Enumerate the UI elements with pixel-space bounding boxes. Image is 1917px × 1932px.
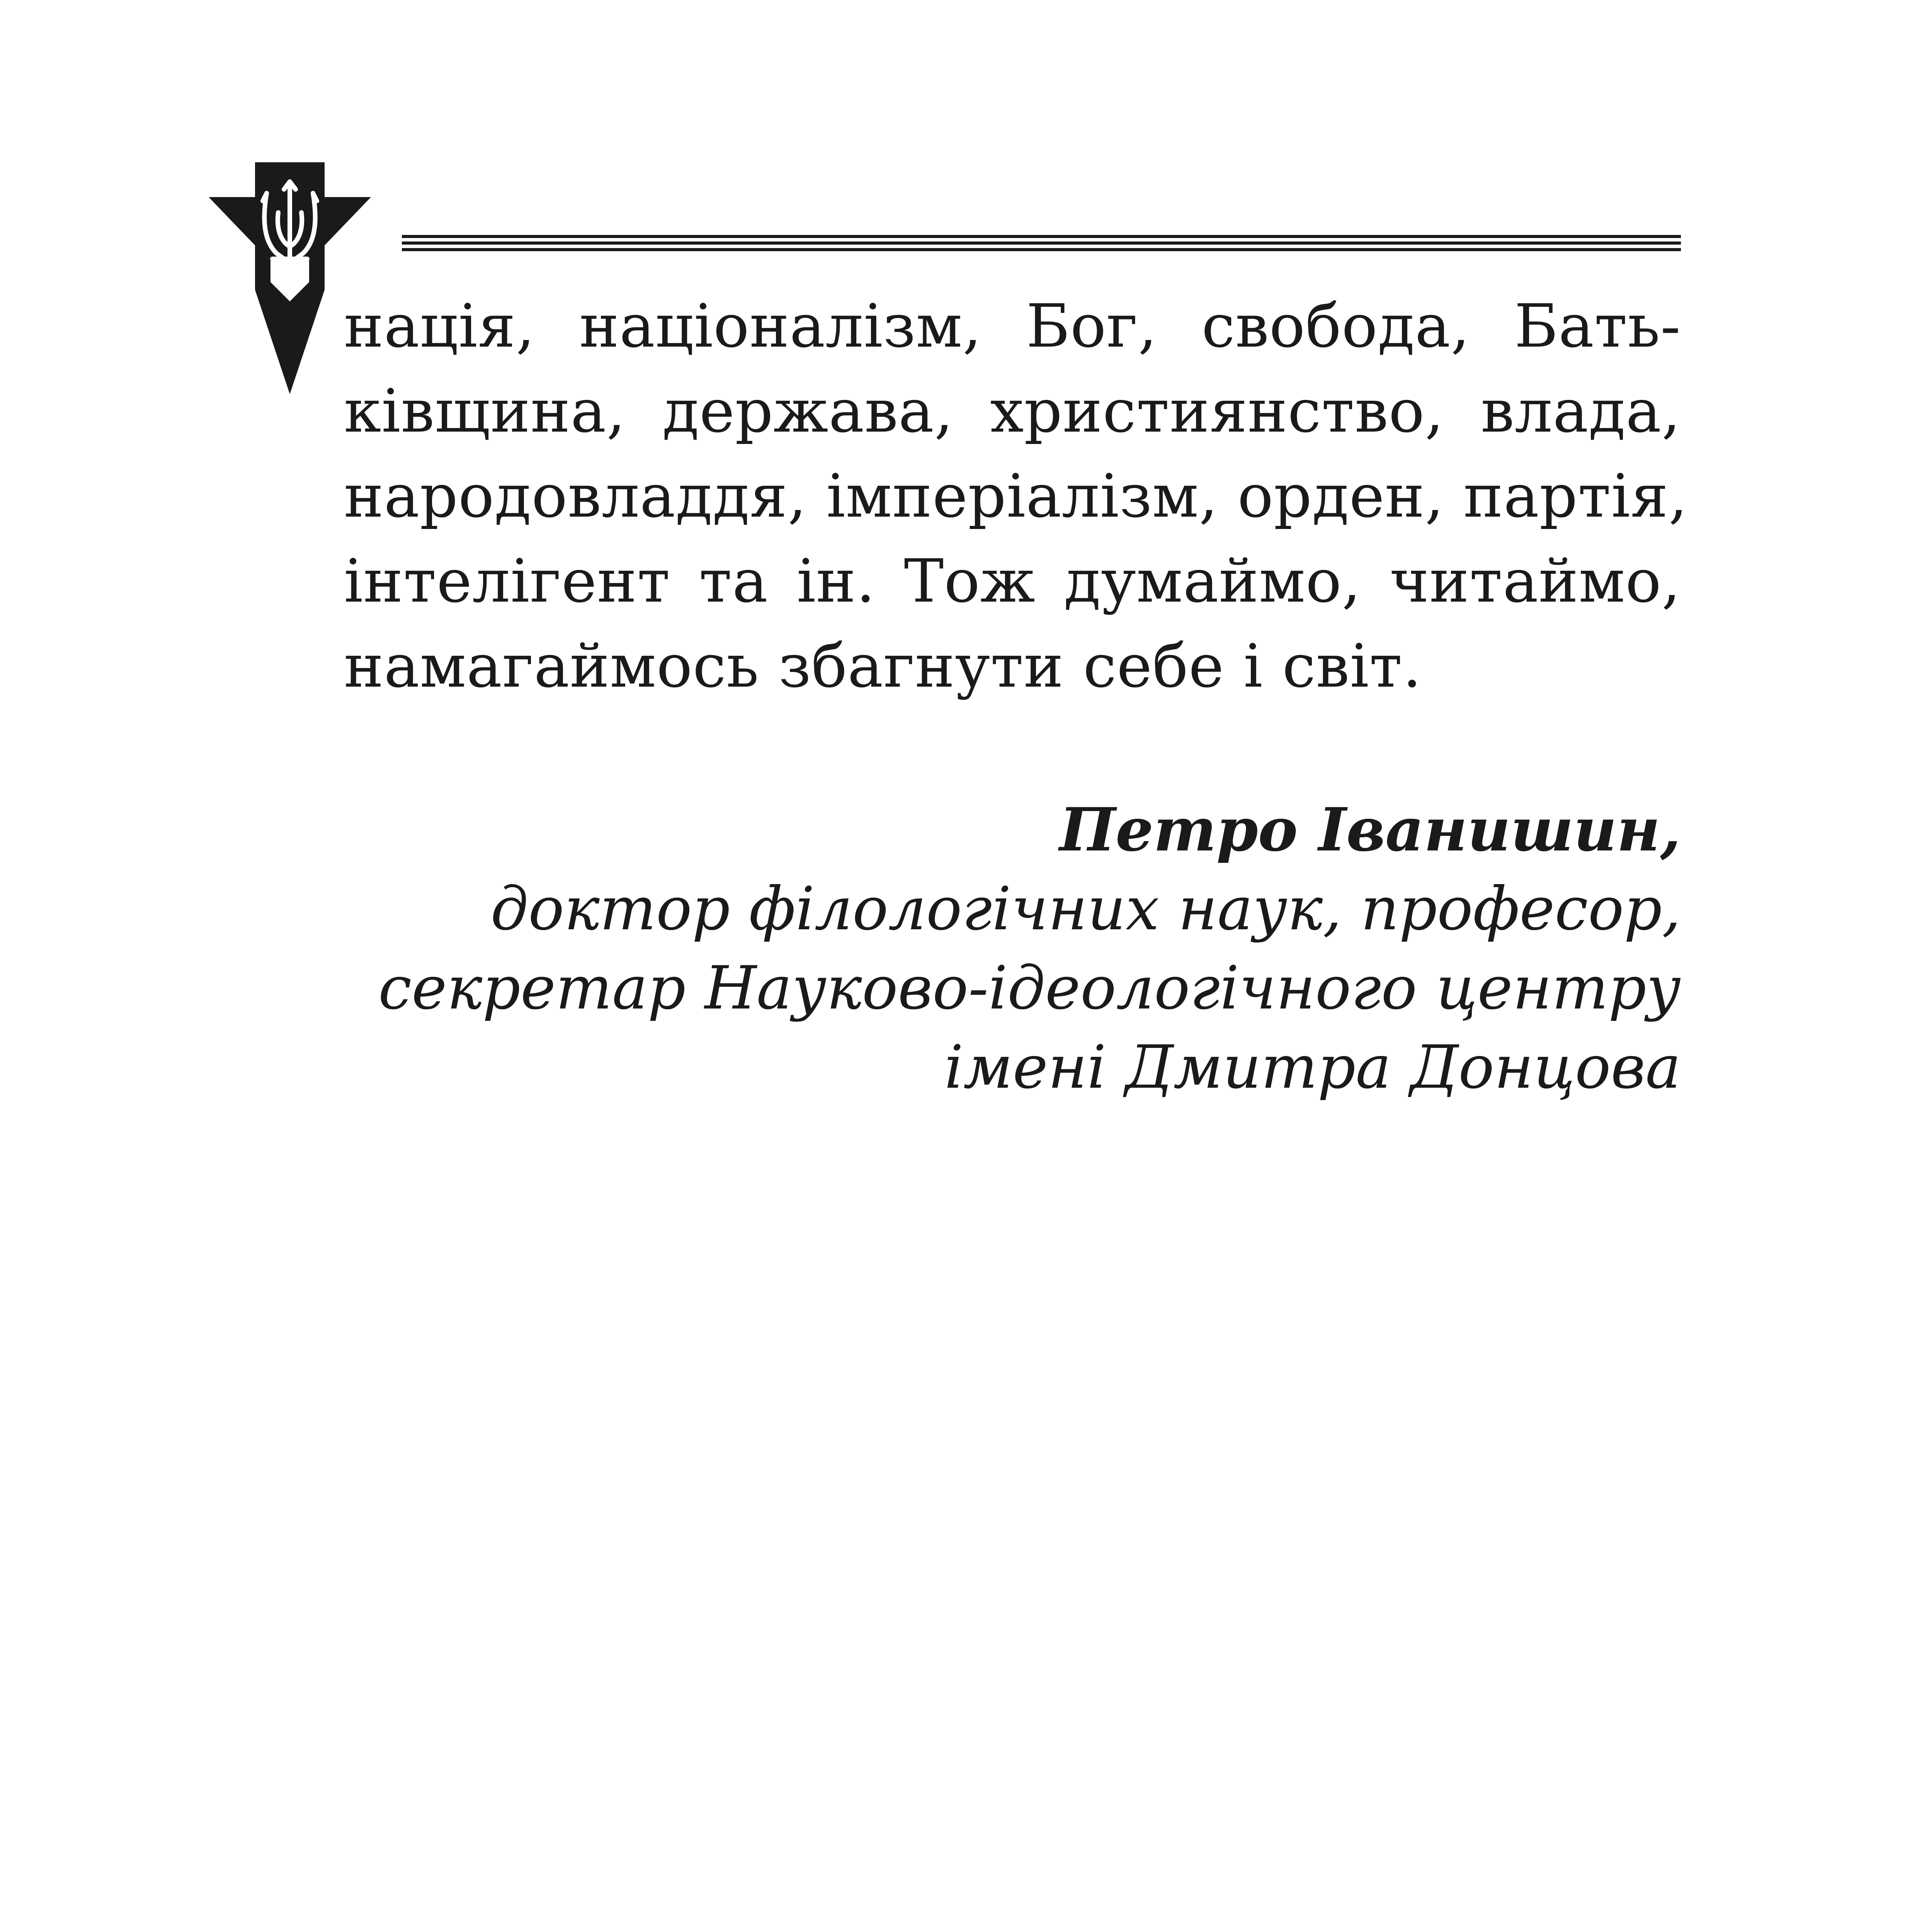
body-line: народовладдя, імперіалізм, орден, партія, — [344, 462, 1688, 531]
body-line: намагаймось збагнути себе і світ. — [344, 632, 1422, 701]
author-title: доктор філологічних наук, професор, — [490, 874, 1681, 944]
body-line: ківщина, держава, християнство, влада, — [344, 377, 1681, 446]
header-rule — [402, 235, 1681, 251]
author-name: Петро Іванишин, — [1059, 795, 1681, 865]
body-paragraph — [344, 284, 1688, 709]
author-title: секретар Науково-ідеологічного центру — [378, 954, 1681, 1023]
signature-block — [290, 790, 1681, 1107]
body-line: нація, націоналізм, Бог, свобода, Бать- — [344, 292, 1681, 361]
body-line: інтелігент та ін. Тож думаймо, читаймо, — [344, 547, 1681, 616]
author-title: імені Дмитра Донцова — [944, 1033, 1681, 1102]
